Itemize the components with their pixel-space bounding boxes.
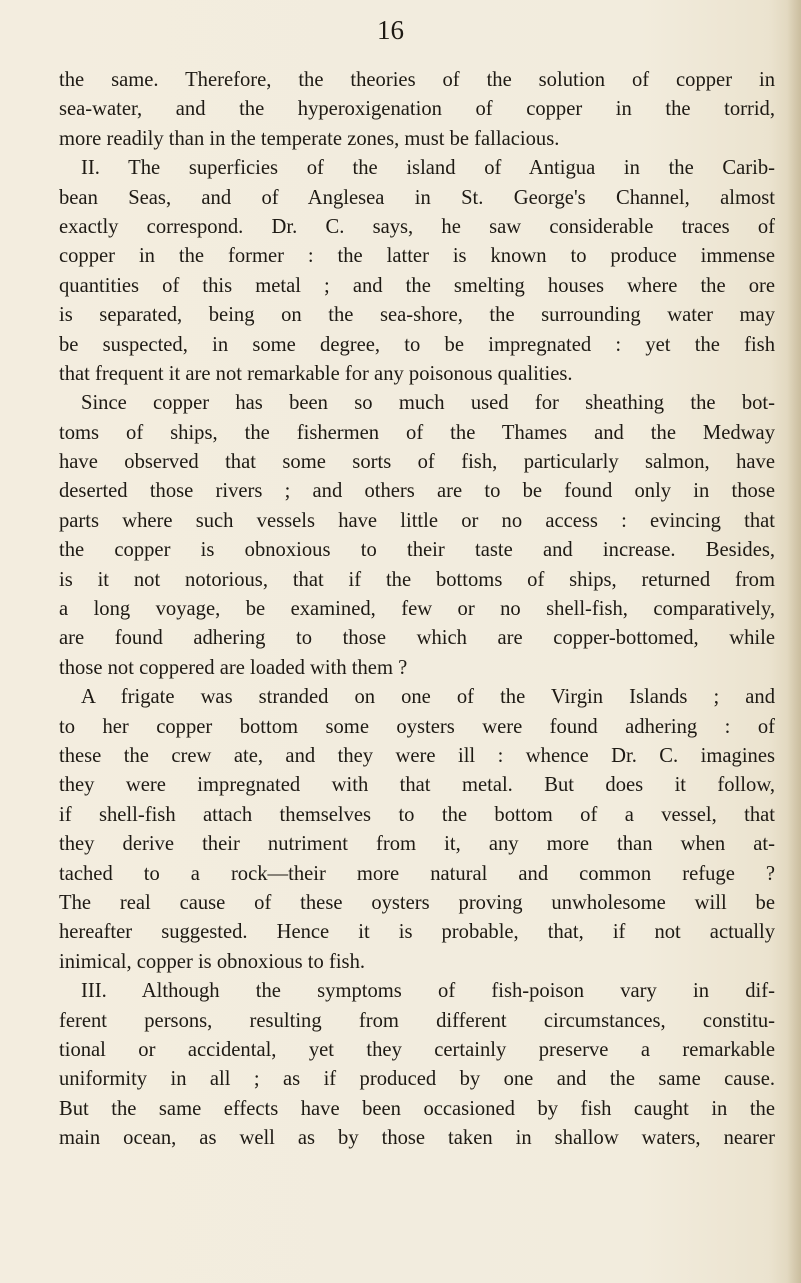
text-line: are found adhering to those which are copper-bottomed, while [59,627,775,650]
text-line: quantities of this metal ; and the smelting houses where the ore [59,274,775,297]
text-line: have observed that some sorts of fish, particularly salmon, have [59,451,775,474]
page-edge-shadow [787,0,801,1283]
body-text [59,66,775,1153]
text-line: be suspected, in some degree, to be impregnated : yet the fish [59,333,775,356]
text-line: if shell-fish attach themselves to the bottom of a vessel, that [59,803,775,826]
text-line: uniformity in all ; as if produced by one and the same cause. [59,1068,775,1091]
text-line: But the same effects have been occasioned by fish caught in the [59,1097,775,1120]
text-line: to her copper bottom some oysters were found adhering : of [59,715,775,738]
text-line: those not coppered are loaded with them ? [59,656,408,679]
text-line: that frequent it are not remarkable for any poisonous qualities. [59,362,573,385]
text-line: is it not notorious, that if the bottoms of ships, returned from [59,568,775,591]
text-line: these the crew ate, and they were ill : whence Dr. C. imagines [59,744,775,767]
text-line: main ocean, as well as by those taken in shallow waters, nearer [59,1127,775,1150]
text-line: copper in the former : the latter is known to produce immense [59,245,775,268]
text-line: II. The superficies of the island of Antigua in the Carib- [81,157,775,180]
text-line: inimical, copper is obnoxious to fish. [59,950,366,973]
text-line: A frigate was stranded on one of the Virgin Islands ; and [81,686,775,709]
text-line: is separated, being on the sea-shore, the surrounding water may [59,304,775,327]
text-line: they were impregnated with that metal. But does it follow, [59,774,775,797]
text-line: a long voyage, be examined, few or no shell-fish, comparatively, [59,598,775,621]
text-line: they derive their nutriment from it, any more than when at- [59,833,775,856]
text-line: the same. Therefore, the theories of the solution of copper in [59,69,775,91]
text-line: tached to a rock—their more natural and common refuge ? [59,862,775,885]
text-line: The real cause of these oysters proving unwholesome will be [59,891,775,914]
text-line: tional or accidental, yet they certainly preserve a remarkable [59,1038,775,1061]
text-line: sea-water, and the hyperoxigenation of copper in the torrid, [59,98,775,121]
text-line: the copper is obnoxious to their taste and increase. Besides, [59,539,775,562]
text-line: hereafter suggested. Hence it is probable, that, if not actually [59,921,775,944]
text-line: deserted those rivers ; and others are to be found only in those [59,480,775,503]
text-line: Since copper has been so much used for sheathing the bot- [81,392,775,415]
text-line: toms of ships, the fishermen of the Thames and the Medway [59,421,775,444]
page-number: 16 [377,15,404,45]
text-line: bean Seas, and of Anglesea in St. George's Channel, almost [59,186,775,209]
text-line: parts where such vessels have little or no access : evincing that [59,509,775,532]
text-line: more readily than in the temperate zones, must be fallacious. [59,127,560,150]
text-line: III. Although the symptoms of fish-poison vary in dif- [81,980,775,1003]
text-line: exactly correspond. Dr. C. says, he saw considerable traces of [59,215,775,238]
text-line: ferent persons, resulting from different circumstances, constitu- [59,1009,775,1032]
